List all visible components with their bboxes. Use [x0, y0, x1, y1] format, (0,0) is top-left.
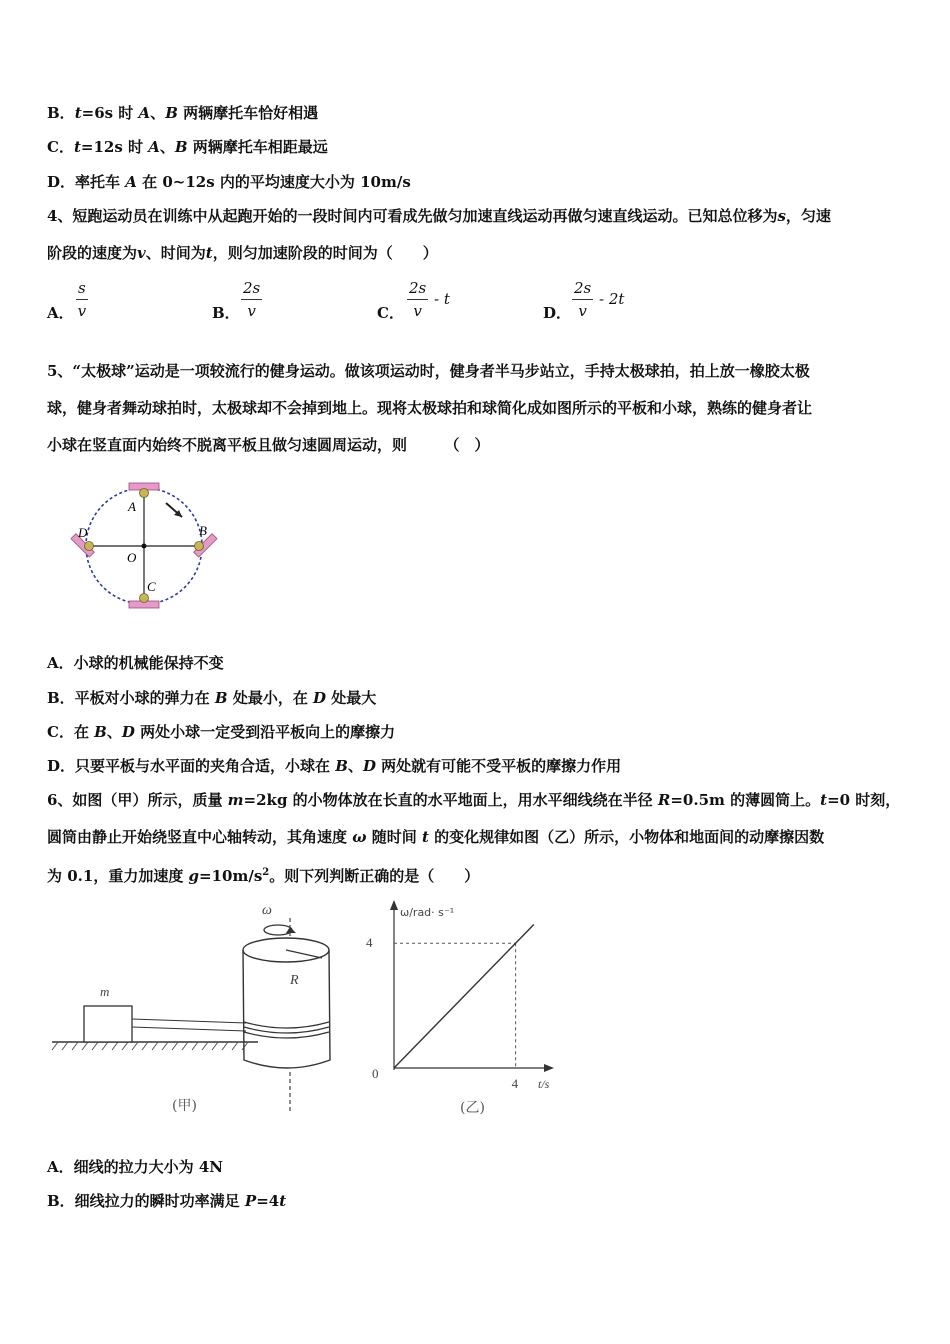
- ball-at-a: [140, 489, 149, 498]
- q4-stem-line2: 阶段的速度为v、时间为t，则匀加速阶段的时间为（ ）: [47, 244, 438, 262]
- string-top: [132, 1019, 246, 1023]
- q4-stem-line1: 4、短跑运动员在训练中从起跑开始的一段时间内可看成先做匀加速直线运动再做匀速直线运动。已知总位移为s，匀速: [47, 207, 831, 225]
- q3-option-b: B．t=6s 时 A、B 两辆摩托车恰好相遇: [47, 104, 319, 122]
- label-o: O: [127, 550, 137, 565]
- q6-option-b: B．细线拉力的瞬时功率满足 P=4t: [47, 1192, 287, 1210]
- q5-stem-line2: 球，健身者舞动球拍时，太极球却不会掉到地上。现将太极球拍和球简化成如图所示的平板和小球，熟练的健身者让: [47, 399, 813, 417]
- caption-yi: (乙): [460, 1100, 485, 1116]
- ground-hatching: [52, 1042, 248, 1050]
- q5-option-a: A．小球的机械能保持不变: [47, 654, 224, 672]
- omega-line: [394, 924, 534, 1068]
- caption-jia: (甲): [172, 1098, 197, 1114]
- q5-stem-line3: 小球在竖直面内始终不脱离平板且做匀速圆周运动，则 （ ）: [47, 436, 490, 454]
- x-tick-label: 4: [511, 1076, 519, 1091]
- ball-at-d: [85, 542, 94, 551]
- q4-option-b-fraction: 2s v: [243, 279, 261, 320]
- q6-stem-line1: 6、如图（甲）所示，质量 m=2kg 的小物体放在长直的水平地面上，用水平细线绕在半径 R=0.5m 的薄圆筒上。t=0 时刻，: [47, 791, 901, 809]
- label-a: A: [128, 499, 136, 514]
- y-axis-label: ω/rad· s⁻¹: [400, 906, 455, 919]
- cylinder-body: [243, 950, 330, 1068]
- q4-option-a-fraction: s v: [77, 279, 87, 320]
- cylinder-winding-1: [244, 1022, 329, 1028]
- q4-option-b-label: B．: [212, 304, 240, 322]
- q4-option-d-label: D．: [543, 304, 572, 322]
- q4-option-a-label: A．: [47, 304, 74, 322]
- q6-option-a: A．细线的拉力大小为 4N: [47, 1158, 224, 1176]
- cylinder-figure: [50, 900, 350, 1120]
- x-axis-label: t/s: [538, 1077, 550, 1091]
- ball-at-c: [140, 594, 149, 603]
- omega-rotation-arrow: [264, 925, 292, 935]
- q4-option-d-fraction: 2s v: [574, 279, 592, 320]
- radius-label: R: [290, 973, 299, 988]
- q5-option-d: D．只要平板与水平面的夹角合适，小球在 B、D 两处就有可能不受平板的摩擦力作用: [47, 757, 622, 775]
- block-m-label: m: [100, 984, 110, 999]
- x-axis-arrow: [544, 1064, 554, 1072]
- q5-stem-line1: 5、“太极球”运动是一项较流行的健身运动。做该项运动时，健身者半马步站立，手持太极球拍，拍上放一橡胶太极: [47, 362, 810, 380]
- q3-option-d: D．率托车 A 在 0~12s 内的平均速度大小为 10m/s: [47, 173, 411, 191]
- omega-label: ω: [262, 903, 272, 918]
- center-point: [142, 544, 147, 549]
- q6-stem-line2: 圆筒由静止开始绕竖直中心轴转动，其角速度 ω 随时间 t 的变化规律如图（乙）所示，小物体和地面间的动摩擦因数: [47, 828, 825, 846]
- y-axis-arrow: [390, 900, 398, 910]
- q4-option-d-tail: - 2t: [599, 290, 625, 308]
- ball-at-b: [195, 542, 204, 551]
- label-b: B: [199, 523, 207, 538]
- block-m: [84, 1006, 132, 1042]
- q3-option-c: C．t=12s 时 A、B 两辆摩托车相距最远: [47, 138, 328, 156]
- q4-option-c-tail: - t: [434, 290, 450, 308]
- q5-option-b: B．平板对小球的弹力在 B 处最小，在 D 处最大: [47, 689, 377, 707]
- omega-time-graph: [360, 898, 580, 1123]
- q4-option-c-fraction: 2s v: [409, 279, 427, 320]
- q5-option-c: C．在 B、D 两处小球一定受到沿平板向上的摩擦力: [47, 723, 396, 741]
- label-c: C: [147, 579, 156, 594]
- q6-stem-line3: 为 0.1，重力加速度 $g=10m/s^2$。则下列判断正确的是（ ）: [47, 867, 480, 885]
- q4-option-c-label: C．: [377, 304, 404, 322]
- origin-label: 0: [372, 1066, 379, 1081]
- string-bottom: [132, 1027, 246, 1031]
- taiji-ball-figure: [68, 478, 228, 618]
- label-d: D: [78, 525, 88, 540]
- y-tick-label: 4: [366, 935, 373, 951]
